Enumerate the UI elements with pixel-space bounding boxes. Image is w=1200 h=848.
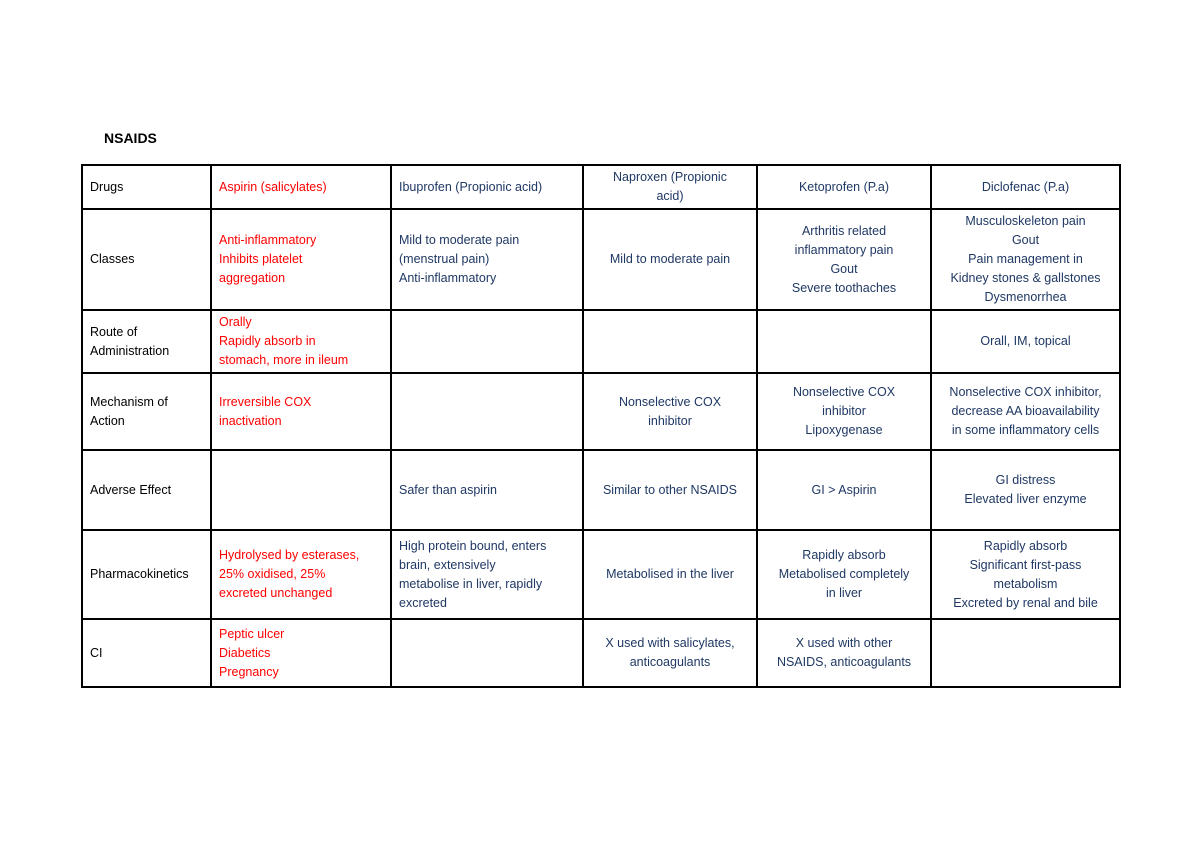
cell-ibuprofen-adverse: Safer than aspirin [391,450,583,530]
row-header-route: Route of Administration [82,310,211,373]
row-adverse-effect [82,450,1120,530]
cell-aspirin-route: Orally Rapidly absorb in stomach, more in ileum [211,310,391,373]
row-header-pharmacokinetics: Pharmacokinetics [82,530,211,619]
cell-diclofenac-drug: Diclofenac (P.a) [931,165,1120,209]
cell-ibuprofen-mechanism [391,373,583,450]
cell-ketoprofen-mechanism: Nonselective COX inhibitor Lipoxygenase [757,373,931,450]
cell-ketoprofen-pk: Rapidly absorb Metabolised completely in liver [757,530,931,619]
cell-diclofenac-route: Orall, IM, topical [931,310,1120,373]
cell-naproxen-classes: Mild to moderate pain [583,209,757,310]
cell-ketoprofen-route [757,310,931,373]
row-header-ci: CI [82,619,211,687]
cell-diclofenac-adverse: GI distress Elevated liver enzyme [931,450,1120,530]
cell-diclofenac-classes: Musculoskeleton pain Gout Pain management in Kidney stones & gallstones Dysmenorrhea [931,209,1120,310]
page-title: NSAIDS [104,130,157,146]
cell-ibuprofen-classes: Mild to moderate pain (menstrual pain) Anti-inflammatory [391,209,583,310]
cell-naproxen-adverse: Similar to other NSAIDS [583,450,757,530]
row-header-drugs: Drugs [82,165,211,209]
cell-diclofenac-pk: Rapidly absorb Significant first-pass metabolism Excreted by renal and bile [931,530,1120,619]
cell-naproxen-pk: Metabolised in the liver [583,530,757,619]
cell-naproxen-mechanism: Nonselective COX inhibitor [583,373,757,450]
row-drugs [82,165,1120,209]
row-route [82,310,1120,373]
cell-ibuprofen-pk: High protein bound, enters brain, extensively metabolise in liver, rapidly excreted [391,530,583,619]
row-ci [82,619,1120,687]
cell-aspirin-pk: Hydrolysed by esterases, 25% oxidised, 25% excreted unchanged [211,530,391,619]
cell-ketoprofen-classes: Arthritis related inflammatory pain Gout Severe toothaches [757,209,931,310]
row-pharmacokinetics [82,530,1120,619]
cell-diclofenac-ci [931,619,1120,687]
row-classes [82,209,1120,310]
cell-ibuprofen-drug: Ibuprofen (Propionic acid) [391,165,583,209]
cell-aspirin-mechanism: Irreversible COX inactivation [211,373,391,450]
cell-aspirin-adverse [211,450,391,530]
row-header-mechanism: Mechanism of Action [82,373,211,450]
cell-aspirin-classes: Anti-inflammatory Inhibits platelet aggregation [211,209,391,310]
cell-ketoprofen-ci: X used with other NSAIDS, anticoagulants [757,619,931,687]
nsaids-table [81,164,1121,688]
row-mechanism [82,373,1120,450]
cell-aspirin-ci: Peptic ulcer Diabetics Pregnancy [211,619,391,687]
cell-diclofenac-mechanism: Nonselective COX inhibitor, decrease AA bioavailability in some inflammatory cells [931,373,1120,450]
cell-ketoprofen-drug: Ketoprofen (P.a) [757,165,931,209]
row-header-classes: Classes [82,209,211,310]
cell-ibuprofen-route [391,310,583,373]
cell-naproxen-route [583,310,757,373]
cell-naproxen-drug: Naproxen (Propionic acid) [583,165,757,209]
cell-ketoprofen-adverse: GI > Aspirin [757,450,931,530]
cell-naproxen-ci: X used with salicylates, anticoagulants [583,619,757,687]
cell-aspirin-drug: Aspirin (salicylates) [211,165,391,209]
row-header-adverse-effect: Adverse Effect [82,450,211,530]
cell-ibuprofen-ci [391,619,583,687]
